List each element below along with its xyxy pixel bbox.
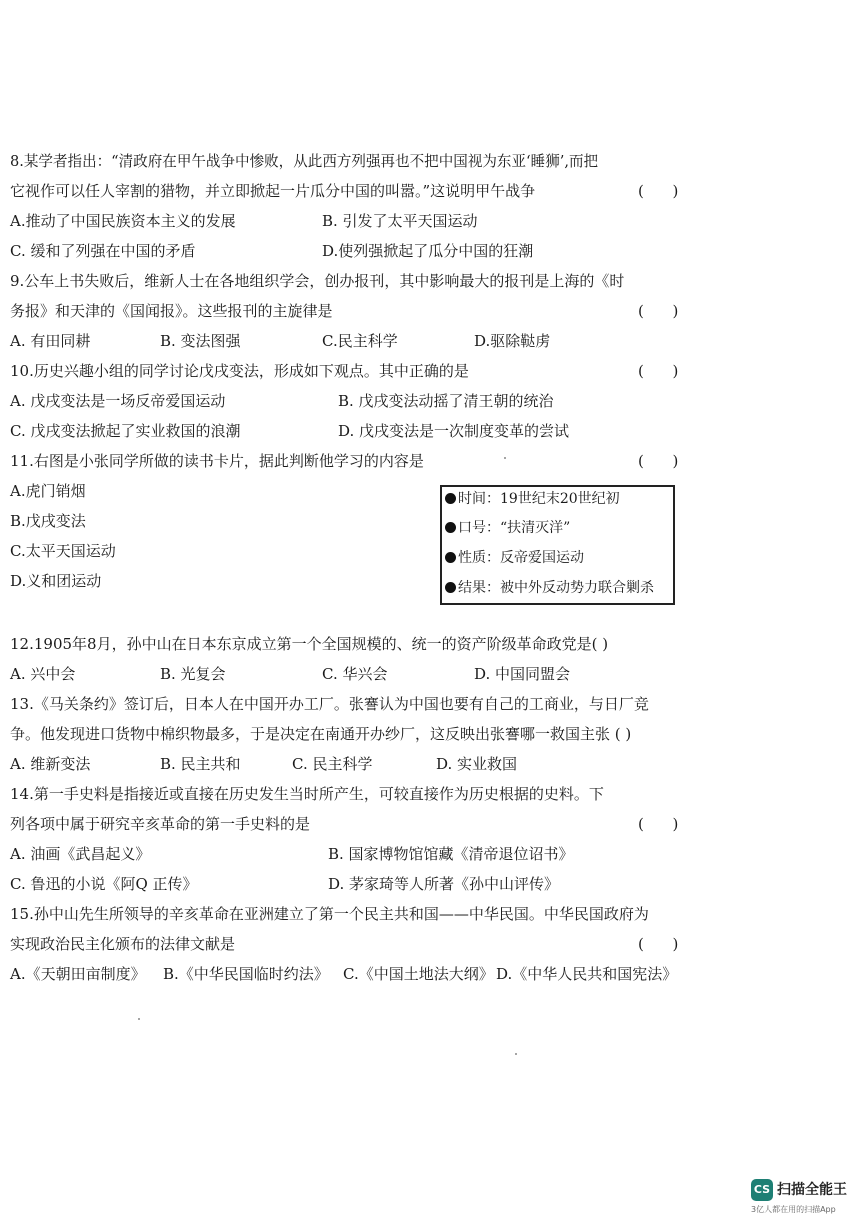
bullet-dot-icon [445, 552, 456, 563]
q13-stem-line2: 争。他发现进口货物中棉织物最多，于是决定在南通开办纱厂，这反映出张謇哪一救国主张 ( ) [10, 725, 632, 743]
q9-option-b: B. 变法图强 [160, 332, 241, 350]
q11-answer-paren: ( ) [638, 452, 679, 470]
q13-option-b: B. 民主共和 [160, 755, 241, 773]
q12-option-d: D. 中国同盟会 [474, 665, 571, 683]
q13-option-a: A. 维新变法 [10, 755, 91, 773]
q15-stem-line2: 实现政治民主化颁布的法律文献是 [10, 935, 236, 953]
q9-option-a: A. 有田同耕 [10, 332, 91, 350]
q13-option-c: C. 民主科学 [292, 755, 373, 773]
card-row-slogan: 口号：“扶清灭洋” [445, 518, 570, 538]
q8-stem-line2: 它视作可以任人宰割的猎物，并立即掀起一片瓜分中国的叫嚣。”这说明甲午战争 [10, 182, 536, 200]
q10-answer-paren: ( ) [638, 362, 679, 380]
q12-stem-line1: 12.1905年8月，孙中山在日本东京成立第一个全国规模的、统一的资产阶级革命政党是( ) [10, 635, 609, 653]
q15-option-c: C.《中国土地法大纲》 [343, 965, 494, 983]
q9-stem-line2: 务报》和天津的《国闻报》。这些报刊的主旋律是 [10, 302, 333, 320]
q15-option-b: B.《中华民国临时约法》 [163, 965, 329, 983]
q12-option-a: A. 兴中会 [10, 665, 76, 683]
q13-stem-line1: 13.《马关条约》签订后，日本人在中国开办工厂。张謇认为中国也要有自己的工商业，与日厂竞 [10, 695, 649, 713]
q9-answer-paren: ( ) [638, 302, 679, 320]
bullet-dot-icon [445, 522, 456, 533]
scan-speck [138, 1018, 140, 1020]
q9-stem-line1: 9.公车上书失败后，维新人士在各地组织学会，创办报刊，其中影响最大的报刊是上海的《时 [10, 272, 625, 290]
q10-option-d: D. 戊戌变法是一次制度变革的尝试 [338, 422, 570, 440]
scan-speck [515, 1053, 517, 1055]
q14-option-a: A. 油画《武昌起义》 [10, 845, 151, 863]
q8-stem-line1: 8.某学者指出：“清政府在甲午战争中惨败，从此西方列强再也不把中国视为东亚‘睡狮’,而把 [10, 152, 599, 170]
q15-option-a: A.《天朝田亩制度》 [10, 965, 146, 983]
q11-option-c: C.太平天国运动 [10, 542, 116, 560]
q11-option-b: B.戊戌变法 [10, 512, 86, 530]
q14-option-d: D. 茅家琦等人所著《孙中山评传》 [328, 875, 560, 893]
scan-speck [504, 457, 506, 459]
q14-answer-paren: ( ) [638, 815, 679, 833]
q8-answer-paren: ( ) [638, 182, 679, 200]
q11-option-d: D.义和团运动 [10, 572, 102, 590]
q11-stem-line1: 11.右图是小张同学所做的读书卡片，据此判断他学习的内容是 [10, 452, 424, 470]
bullet-dot-icon [445, 582, 456, 593]
q8-option-b: B. 引发了太平天国运动 [322, 212, 478, 230]
q10-option-a: A. 戊戌变法是一场反帝爱国运动 [10, 392, 226, 410]
q14-stem-line1: 14.第一手史料是指接近或直接在历史发生当时所产生，可较直接作为历史根据的史料。下 [10, 785, 604, 803]
q12-option-c: C. 华兴会 [322, 665, 388, 683]
watermark-title: 扫描全能王 [777, 1182, 847, 1198]
q8-option-d: D.使列强掀起了瓜分中国的狂潮 [322, 242, 534, 260]
q15-answer-paren: ( ) [638, 935, 679, 953]
q11-option-a: A.虎门销烟 [10, 482, 86, 500]
q9-option-d: D.驱除鞑虏 [474, 332, 551, 350]
card-row-time: 时间：19世纪末20世纪初 [445, 489, 620, 509]
bullet-dot-icon [445, 493, 456, 504]
q8-option-c: C. 缓和了列强在中国的矛盾 [10, 242, 196, 260]
camscanner-logo-icon: CS [751, 1179, 773, 1201]
watermark-subtitle: 3亿人都在用的扫描App [751, 1205, 836, 1214]
q10-option-c: C. 戊戌变法掀起了实业救国的浪潮 [10, 422, 241, 440]
q14-option-b: B. 国家博物馆馆藏《清帝退位诏书》 [328, 845, 574, 863]
reading-card [440, 485, 675, 605]
q9-option-c: C.民主科学 [322, 332, 398, 350]
q15-stem-line1: 15.孙中山先生所领导的辛亥革命在亚洲建立了第一个民主共和国——中华民国。中华民国政府为 [10, 905, 649, 923]
q15-option-d: D.《中华人民共和国宪法》 [496, 965, 678, 983]
q13-option-d: D. 实业救国 [436, 755, 518, 773]
q14-option-c: C. 鲁迅的小说《阿Q 正传》 [10, 875, 198, 893]
card-row-result: 结果：被中外反动势力联合剿杀 [445, 578, 654, 598]
q10-stem-line1: 10.历史兴趣小组的同学讨论戊戌变法，形成如下观点。其中正确的是 [10, 362, 469, 380]
q12-option-b: B. 光复会 [160, 665, 226, 683]
q8-option-a: A.推动了中国民族资本主义的发展 [10, 212, 236, 230]
q14-stem-line2: 列各项中属于研究辛亥革命的第一手史料的是 [10, 815, 311, 833]
scanner-watermark [745, 1177, 863, 1221]
card-row-nature: 性质：反帝爱国运动 [445, 548, 584, 568]
q10-option-b: B. 戊戌变法动摇了清王朝的统治 [338, 392, 554, 410]
